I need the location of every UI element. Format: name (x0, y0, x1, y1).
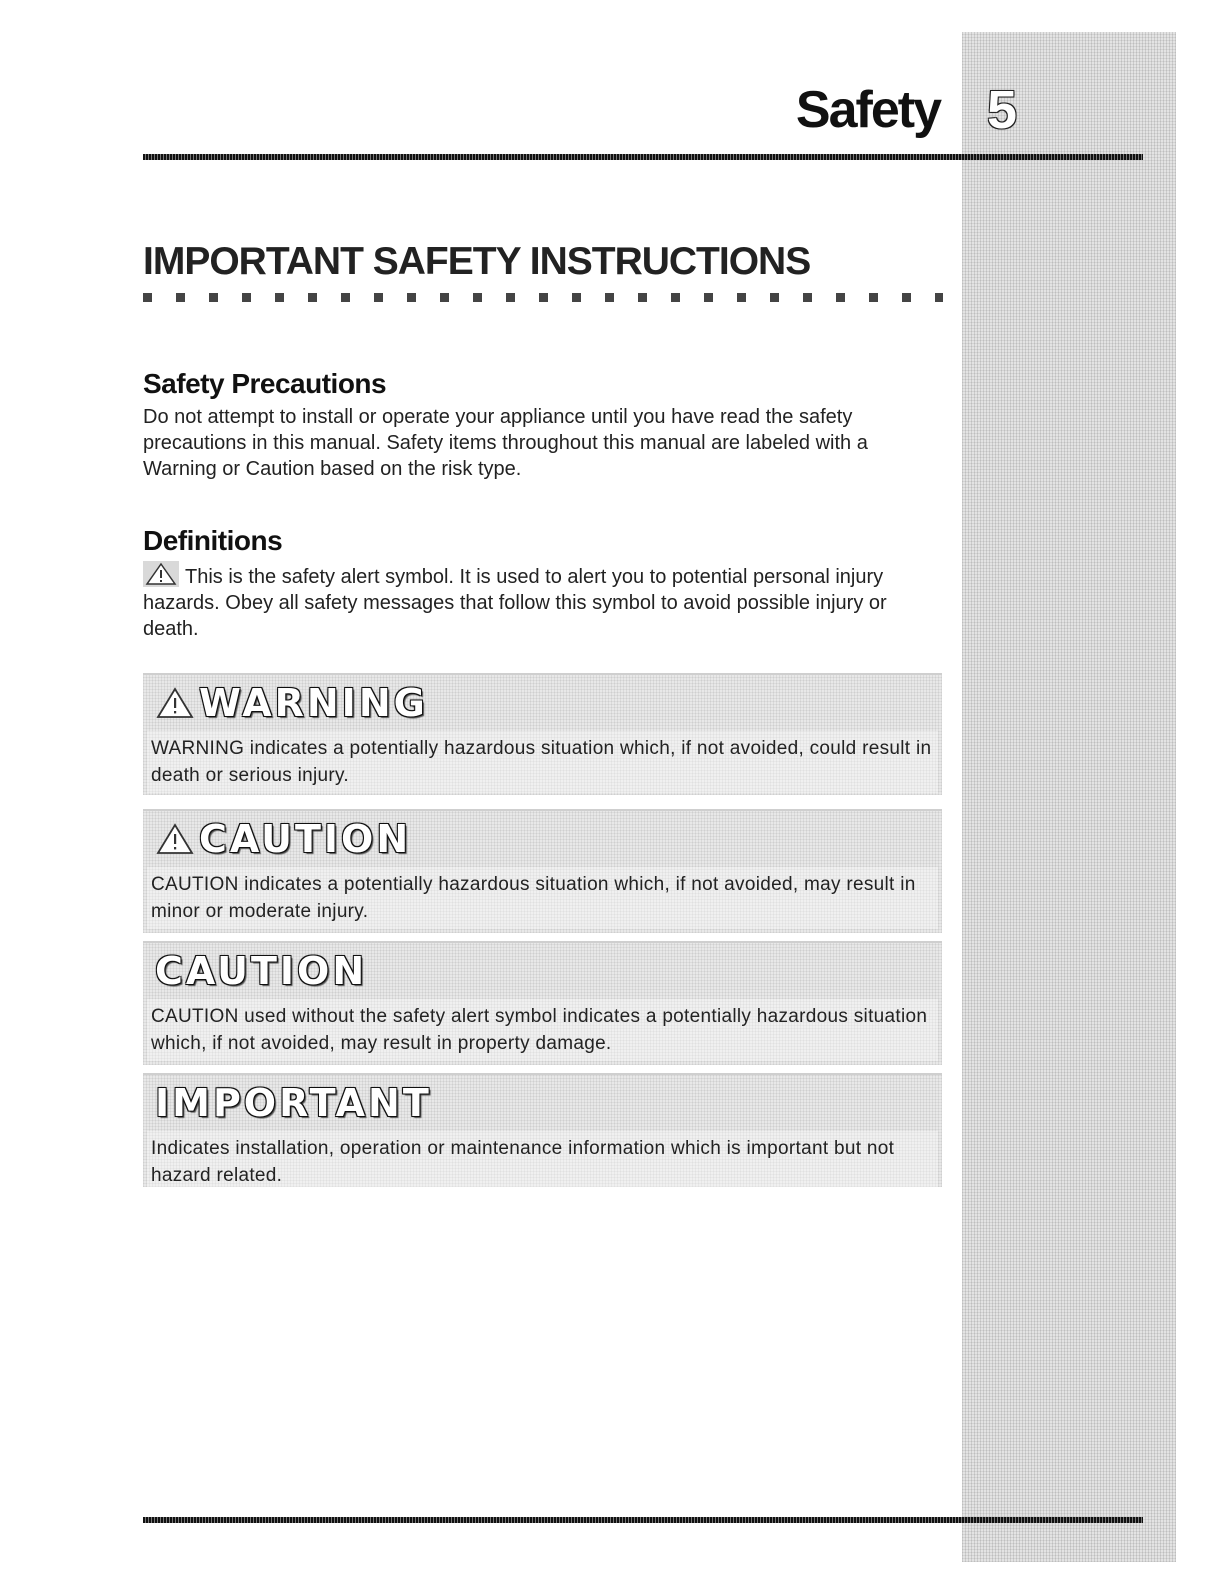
definitions-text: This is the safety alert symbol. It is used to alert you to potential personal injury hazards. Obey all safety messages that follow this symbol to avoid possible injury or death. (143, 566, 887, 640)
safety-precautions-heading: Safety Precautions (143, 368, 387, 399)
safety-precautions-text: Do not attempt to install or operate your appliance until you have read the safety precautions in this manual. Safety items throughout this manual are labeled with a Warning or Caution based on the risk type. (143, 406, 868, 480)
header-rule (143, 154, 1143, 160)
important-text: Indicates installation, operation or maintenance information which is important but not hazard related. (147, 1131, 938, 1193)
warning-triangle-icon (155, 685, 195, 721)
caution-plain-text: CAUTION used without the safety alert symbol indicates a potentially hazardous situation which, if not avoided, may result in property damage. (147, 999, 938, 1061)
important-notice-header (143, 1075, 942, 1131)
main-heading: IMPORTANT SAFETY INSTRUCTIONS (143, 240, 811, 283)
warning-triangle-icon (155, 821, 195, 857)
dotted-divider (143, 293, 943, 305)
footer-rule (143, 1517, 1143, 1523)
caution-alert-notice (143, 809, 942, 933)
caution-alert-label: CAUTION (199, 817, 412, 861)
warning-label: WARNING (199, 681, 428, 725)
warning-triangle-icon (143, 561, 179, 587)
caution-plain-notice (143, 941, 942, 1065)
caution-plain-label: CAUTION (155, 949, 368, 993)
caution-plain-notice-header (143, 943, 942, 999)
caution-alert-notice-header (143, 811, 942, 867)
page-number: 5 (986, 80, 1018, 140)
warning-notice (143, 673, 942, 795)
important-label: IMPORTANT (155, 1081, 432, 1125)
warning-text: WARNING indicates a potentially hazardous situation which, if not avoided, could result in death or serious injury. (147, 731, 938, 793)
side-tab (962, 32, 1176, 1562)
section-title: Safety (795, 81, 940, 139)
definitions-heading: Definitions (143, 525, 283, 556)
warning-notice-header (143, 675, 942, 731)
caution-alert-text: CAUTION indicates a potentially hazardous situation which, if not avoided, may result in minor or moderate injury. (147, 867, 938, 929)
definitions-paragraph (143, 561, 943, 642)
important-notice (143, 1073, 942, 1187)
